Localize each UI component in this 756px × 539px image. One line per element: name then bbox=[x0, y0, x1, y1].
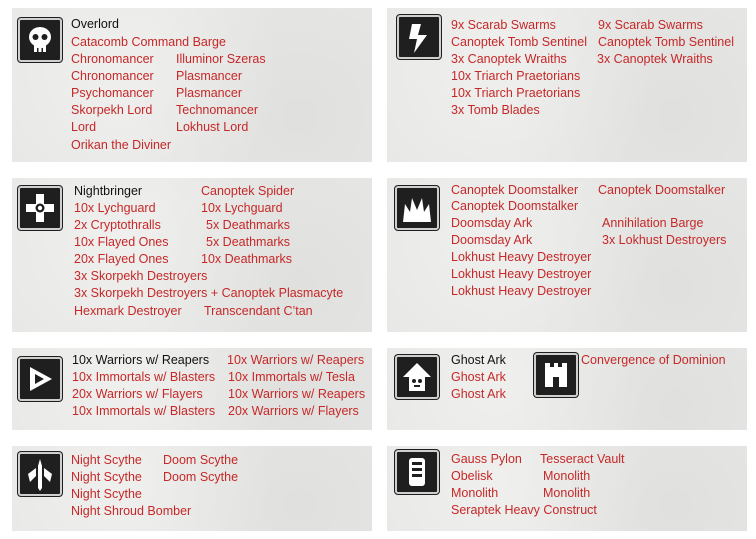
hq-unit-10: Plasmancer bbox=[176, 69, 242, 83]
troops-unit-2: 10x Immortals w/ Blasters bbox=[72, 370, 216, 384]
troops-unit-8: 20x Warriors w/ Flayers bbox=[228, 404, 359, 418]
cross-icon bbox=[18, 186, 62, 230]
elites-unit-3: 2x Cryptothralls bbox=[74, 218, 161, 232]
hq-unit-11: Plasmancer bbox=[176, 86, 242, 100]
heavy-support-unit-3: Doomsday Ark bbox=[451, 216, 533, 230]
explosion-icon bbox=[395, 186, 439, 230]
hq-unit-8: Orikan the Diviner bbox=[71, 138, 172, 152]
elites-unit-13: 10x Deathmarks bbox=[201, 252, 293, 266]
troops-unit-7: 10x Warriors w/ Reapers bbox=[228, 387, 366, 401]
elites-unit-1: Nightbringer bbox=[74, 184, 143, 198]
troops-unit-3: 20x Warriors w/ Flayers bbox=[72, 387, 203, 401]
up-arrow-skull-icon bbox=[395, 355, 439, 399]
flyers-unit-5: Doom Scythe bbox=[163, 453, 239, 467]
hq-unit-5: Psychomancer bbox=[71, 86, 154, 100]
tower-icon bbox=[534, 353, 578, 397]
hq-unit-2: Catacomb Command Barge bbox=[71, 35, 226, 49]
heavy-support-unit-1: Canoptek Doomstalker bbox=[451, 183, 579, 197]
elites-unit-2: 10x Lychguard bbox=[74, 201, 156, 215]
lords-of-war-unit-5: Tesseract Vault bbox=[540, 452, 625, 466]
heavy-support-unit-10: 3x Lokhust Destroyers bbox=[602, 233, 727, 247]
lords-of-war-unit-7: Monolith bbox=[543, 486, 591, 500]
heavy-support-unit-8: Canoptek Doomstalker bbox=[598, 183, 726, 197]
elites-panel bbox=[12, 178, 372, 332]
lords-of-war-unit-6: Monolith bbox=[543, 469, 591, 483]
elites-unit-6: 3x Skorpekh Destroyers bbox=[74, 269, 208, 283]
hq-unit-6: Skorpekh Lord bbox=[71, 103, 153, 117]
hq-unit-4: Chronomancer bbox=[71, 69, 154, 83]
troops-unit-6: 10x Immortals w/ Tesla bbox=[228, 370, 355, 384]
hq-unit-1: Overlord bbox=[71, 17, 119, 31]
heavy-support-unit-2: Canoptek Doomstalker bbox=[451, 199, 579, 213]
hq-unit-13: Lokhust Lord bbox=[176, 120, 249, 134]
hq-unit-7: Lord bbox=[71, 120, 97, 134]
lords-of-war-unit-2: Obelisk bbox=[451, 469, 493, 483]
heavy-support-unit-4: Doomsday Ark bbox=[451, 233, 533, 247]
troops-unit-4: 10x Immortals w/ Blasters bbox=[72, 404, 216, 418]
heavy-support-unit-7: Lokhust Heavy Destroyer bbox=[451, 284, 592, 298]
play-arrow-icon bbox=[18, 357, 62, 401]
fast-attack-unit-5: 10x Triarch Praetorians bbox=[451, 86, 581, 100]
flyers-unit-2: Night Scythe bbox=[71, 470, 142, 484]
elites-unit-8: Hexmark Destroyer bbox=[74, 304, 182, 318]
fast-attack-unit-1: 9x Scarab Swarms bbox=[451, 18, 556, 32]
heavy-support-unit-6: Lokhust Heavy Destroyer bbox=[451, 267, 592, 281]
lords-of-war-unit-4: Seraptek Heavy Construct bbox=[451, 503, 597, 517]
flyers-unit-3: Night Scythe bbox=[71, 487, 142, 501]
fast-attack-unit-4: 10x Triarch Praetorians bbox=[451, 69, 581, 83]
sword-wings-icon bbox=[18, 452, 62, 496]
skull-icon bbox=[18, 18, 62, 62]
fast-attack-unit-3: 3x Canoptek Wraiths bbox=[451, 52, 567, 66]
heavy-support-unit-5: Lokhust Heavy Destroyer bbox=[451, 250, 592, 264]
transport-unit-1: Ghost Ark bbox=[451, 353, 506, 367]
hq-unit-12: Technomancer bbox=[176, 103, 258, 117]
lords-of-war-unit-1: Gauss Pylon bbox=[451, 452, 522, 466]
elites-unit-7: 3x Skorpekh Destroyers + Canoptek Plasmacyte bbox=[74, 286, 344, 300]
fast-attack-unit-6: 3x Tomb Blades bbox=[451, 103, 540, 117]
elites-unit-9: Canoptek Spider bbox=[201, 184, 295, 198]
elites-unit-12: 5x Deathmarks bbox=[206, 235, 291, 249]
fortification-unit: Convergence of Dominion bbox=[581, 353, 726, 367]
monolith-icon bbox=[395, 450, 439, 494]
elites-unit-5: 20x Flayed Ones bbox=[74, 252, 169, 266]
fast-attack-unit-8: Canoptek Tomb Sentinel bbox=[598, 35, 734, 49]
transport-unit-3: Ghost Ark bbox=[451, 387, 506, 401]
fast-attack-unit-9: 3x Canoptek Wraiths bbox=[597, 52, 713, 66]
hq-unit-3: Chronomancer bbox=[71, 52, 154, 66]
elites-unit-11: 5x Deathmarks bbox=[206, 218, 291, 232]
hq-unit-9: Illuminor Szeras bbox=[176, 52, 266, 66]
flyers-unit-6: Doom Scythe bbox=[163, 470, 239, 484]
fast-attack-unit-7: 9x Scarab Swarms bbox=[598, 18, 703, 32]
fast-attack-unit-2: Canoptek Tomb Sentinel bbox=[451, 35, 587, 49]
lightning-icon bbox=[397, 15, 441, 59]
lords-of-war-unit-3: Monolith bbox=[451, 486, 499, 500]
elites-unit-4: 10x Flayed Ones bbox=[74, 235, 169, 249]
heavy-support-unit-9: Annihilation Barge bbox=[602, 216, 704, 230]
flyers-unit-1: Night Scythe bbox=[71, 453, 142, 467]
flyers-unit-4: Night Shroud Bomber bbox=[71, 504, 192, 518]
transport-unit-2: Ghost Ark bbox=[451, 370, 506, 384]
elites-unit-14: Transcendant C’tan bbox=[204, 304, 313, 318]
elites-unit-10: 10x Lychguard bbox=[201, 201, 283, 215]
troops-unit-1: 10x Warriors w/ Reapers bbox=[72, 353, 210, 367]
troops-unit-5: 10x Warriors w/ Reapers bbox=[227, 353, 365, 367]
